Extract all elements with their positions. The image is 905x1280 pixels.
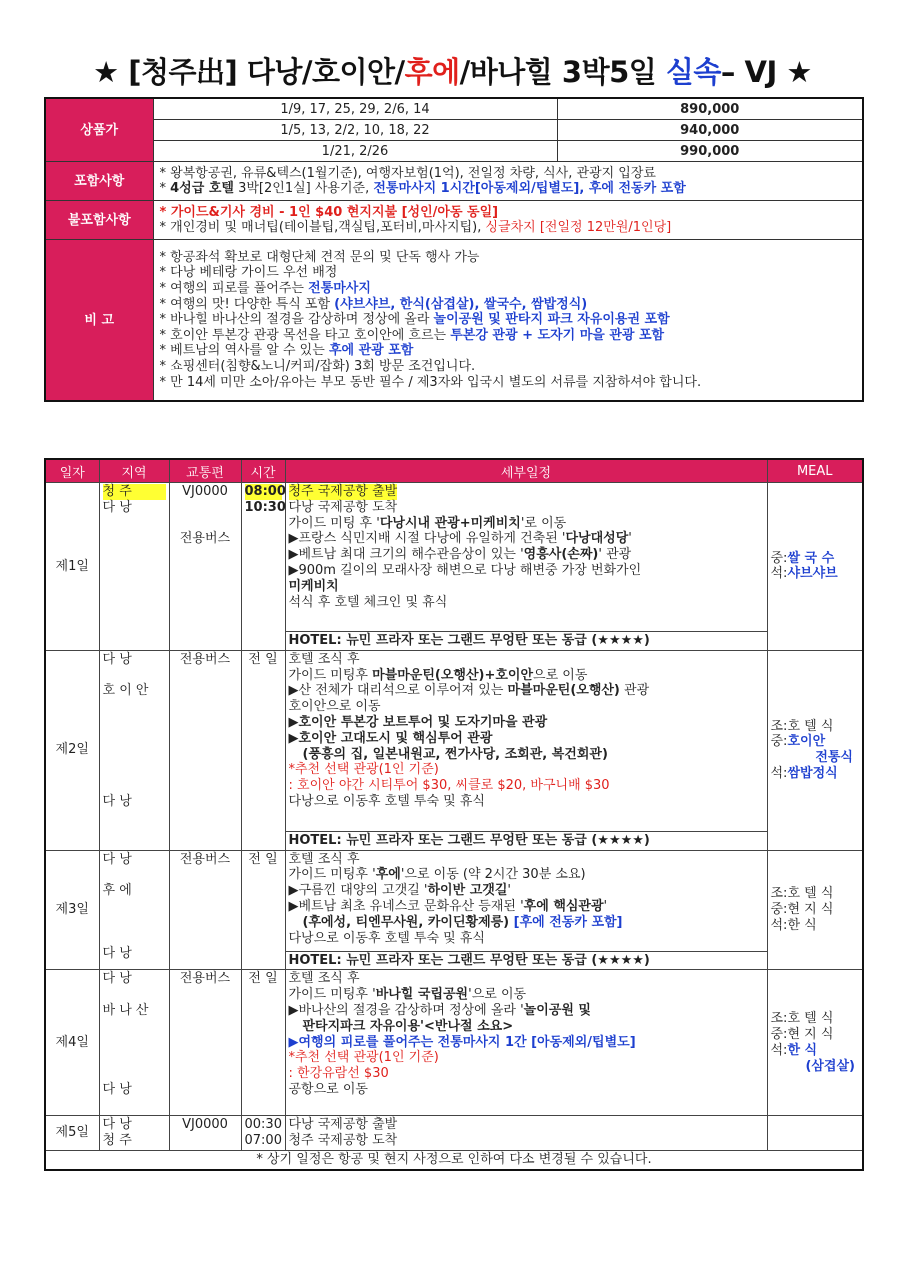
schedule-row-day5 [45,1116,863,1151]
header-day: 일자 [45,459,99,483]
detail-cell: 청주 국제공항 출발 다낭 국제공항 도착 가이드 미팅 후 '다낭시내 관광+미케비치'로 이동 ▶프랑스 식민지배 시절 다낭에 유일하게 건축된 '다낭대성당' ▶베트남 최대 크기의 해수관음상이 있는 '영흥사(손짜)' 관광 ▶900m 길이의 모래사장 해변으로 다낭 해변중 가장 번화가인 미케비치 석식 후 호텔 체크인 및 휴식 [285,483,767,632]
price-label: 상품가 [45,98,153,162]
include-label: 포함사항 [45,162,153,201]
transport-cell: VJ0000 전용버스 [169,483,241,651]
schedule-row-day2 [45,650,863,831]
schedule-row-day3 [45,850,863,951]
price-dates: 1/21, 2/26 [153,141,557,162]
day-label: 제3일 [45,850,99,970]
price-value: 940,000 [557,120,863,141]
header-time: 시간 [241,459,285,483]
meal-cell: 조:호 텔 식 중:현 지 식 석:한 식 [767,850,863,970]
price-dates: 1/5, 13, 2/2, 10, 18, 22 [153,120,557,141]
transport-cell: 전용버스 [169,850,241,970]
detail-cell: 호텔 조식 후 가이드 미팅후 '후에'으로 이동 (약 2시간 30분 소요) ▶구름낀 대양의 고갯길 '하이반 고갯길' ▶베트남 최초 유네스코 문화유산 등재된 '후에 핵심관광' (후에성, 티엔무사원, 카이딘황제릉) [후에 전동카 포함] 다낭으로 이동후 호텔 투숙 및 휴식 [285,850,767,951]
transport-cell: VJ0000 [169,1116,241,1151]
note-item: * 호이안 투본강 관광 목선을 타고 호이안에 흐르는 투본강 관광 + 도자기 마을 관광 포함 [159,327,665,343]
summary-table [44,97,864,402]
document-title: ★ [청주出] 다낭/호이안/후에/바나힐 3박5일 실속– VJ ★ [93,55,812,89]
detail-cell: 다낭 국제공항 출발 청주 국제공항 도착 [285,1116,767,1151]
meal-cell: 조:호 텔 식 중:호이안 전통식 석:쌈밥정식 [767,650,863,850]
time-cell: 전 일 [241,850,285,970]
transport-cell: 전용버스 [169,650,241,850]
hotel-row: HOTEL: 뉴민 프라자 또는 그랜드 무엉탄 또는 동급 (★★★★) [285,831,767,850]
time-cell: 전 일 [241,650,285,850]
footer-note: * 상기 일정은 항공 및 현지 사정으로 인하여 다소 변경될 수 있습니다. [45,1150,863,1169]
note-item: * 쇼핑센터(침향&노니/커피/잡화) 3회 방문 조건입니다. [159,358,476,374]
price-value: 890,000 [557,98,863,120]
hotel-row: HOTEL: 뉴민 프라자 또는 그랜드 무엉탄 또는 동급 (★★★★) [285,951,767,970]
day-label: 제5일 [45,1116,99,1151]
note-item: * 만 14세 미만 소아/유아는 부모 동반 필수 / 제3자와 입국시 별도의 서류를 지참하셔야 합니다. [159,374,702,390]
meal-cell: 중:쌀 국 수 석:샤브샤브 [767,483,863,651]
time-cell: 00:30 07:00 [241,1116,285,1151]
exclude-label: 불포함사항 [45,201,153,240]
note-item: * 여행의 맛! 다양한 특식 포함 (샤브샤브, 한식(삼겹살), 쌀국수, 쌈밥정식) [159,296,588,312]
transport-cell: 전용버스 [169,970,241,1116]
header-meal: MEAL [767,459,863,483]
day-label: 제2일 [45,650,99,850]
include-content: * 왕복항공권, 유류&텍스(1월기준), 여행자보험(1억), 전일정 차량, 식사, 관광지 입장료 * 4성급 호텔 3박[2인1실] 사용기준, 전통마사지 1시간[아동제외/팁별도], 후에 전동카 포함 [153,162,863,201]
detail-cell: 호텔 조식 후 가이드 미팅후 '바나힐 국립공원'으로 이동 ▶바나산의 절경을 감상하며 정상에 올라 '놀이공원 및 판타지파크 자유이용'<반나절 소요> ▶여행의 피로를 풀어주는 전통마사지 1간 [아동제외/팁별도] *추천 선택 관광(1인 기준) : 한강유람선 $30 공항으로 이동 [285,970,767,1116]
exclude-content: * 가이드&기사 경비 - 1인 $40 현지지불 [성인/아동 동일] * 개인경비 및 매너팁(테이블팁,객실팁,포터비,마사지팁), 싱글차지 [전일정 12만원/1인당] [153,201,863,240]
hotel-row: HOTEL: 뉴민 프라자 또는 그랜드 무엉탄 또는 동급 (★★★★) [285,632,767,651]
header-detail: 세부일정 [285,459,767,483]
note-item: * 바나힐 바나산의 절경을 감상하며 정상에 올라 놀이공원 및 판타지 파크 자유이용권 포함 [159,312,670,328]
time-cell: 전 일 [241,970,285,1116]
region-cell: 다 낭 바 나 산 다 낭 [99,970,169,1116]
detail-cell: 호텔 조식 후 가이드 미팅후 마블마운틴(오행산)+호이안으로 이동 ▶산 전체가 대리석으로 이루어져 있는 마블마운틴(오행산) 관광 호이안으로 이동 ▶호이안 투본강 보트투어 및 도자기마을 관광 ▶호이안 고대도시 및 핵심투어 관광 (풍흥의 집, 일본내원교, 쩐가사당, 조회관, 복건회관) *추천 선택 관광(1인 기준) : 호이안 야간 시티투어 $30, 씨클로 $20, 바구니배 $30 다낭으로 이동후 호텔 투숙 및 휴식 [285,650,767,831]
meal-cell [767,1116,863,1151]
header-transport: 교통편 [169,459,241,483]
note-item: * 여행의 피로를 풀어주는 전통마사지 [159,281,371,297]
header-region: 지역 [99,459,169,483]
region-cell: 청 주 다 낭 [99,483,169,651]
note-label: 비 고 [45,240,153,402]
note-item: * 항공좌석 확보로 대형단체 견적 문의 및 단독 행사 가능 [159,249,480,265]
time-cell: 08:00 10:30 [241,483,285,651]
star-icon: ★ [786,55,812,89]
region-cell: 다 낭 호 이 안 다 낭 [99,650,169,850]
schedule-table [44,458,864,1171]
region-cell: 다 낭 후 에 다 낭 [99,850,169,970]
day-label: 제1일 [45,483,99,651]
schedule-row-day1 [45,483,863,632]
note-item: * 다낭 베테랑 가이드 우선 배정 [159,265,338,281]
meal-cell: 조:호 텔 식 중:현 지 식 석:한 식 (삼겹살) [767,970,863,1116]
price-value: 990,000 [557,141,863,162]
day-label: 제4일 [45,970,99,1116]
note-content [153,240,863,402]
price-dates: 1/9, 17, 25, 29, 2/6, 14 [153,98,557,120]
note-item: * 베트남의 역사를 알 수 있는 후에 관광 포함 [159,343,414,359]
schedule-row-day4 [45,970,863,1116]
star-icon: ★ [93,55,119,89]
region-cell: 다 낭 청 주 [99,1116,169,1151]
schedule-header [45,459,863,483]
